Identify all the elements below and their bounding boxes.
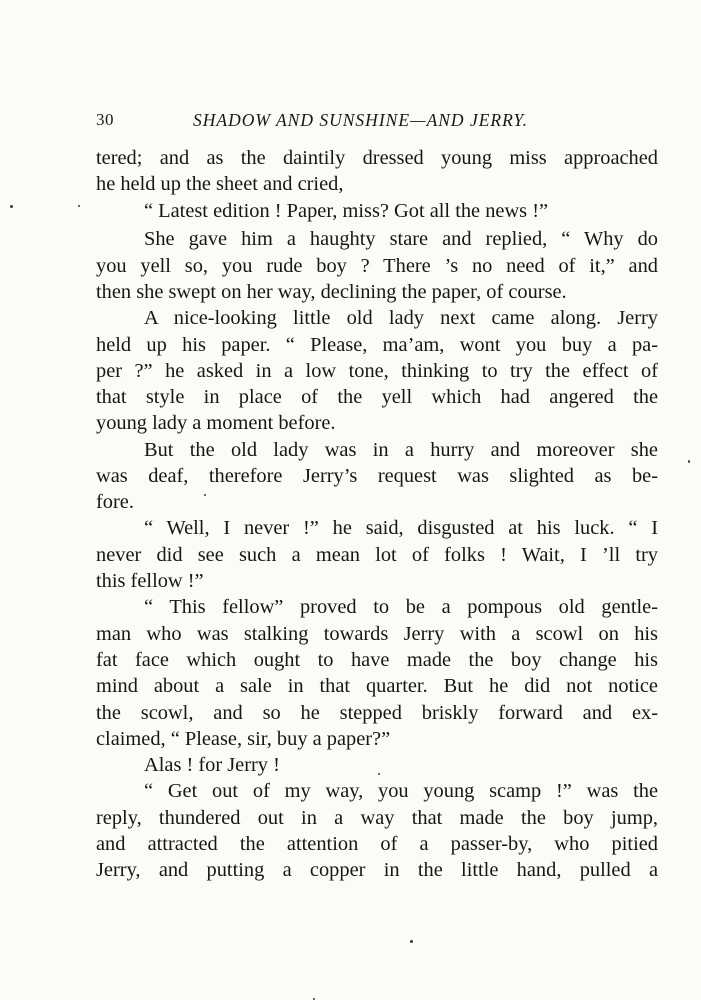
text-line: Jerry, and putting a copper in the little hand, pulled a (96, 859, 658, 881)
text-line: “ Latest edition ! Paper, miss? Got all the news !” (144, 200, 549, 222)
text-line: man who was stalking towards Jerry with a scowl on his (96, 623, 658, 645)
paper-speck (78, 205, 80, 207)
page-header (96, 110, 657, 136)
paper-speck (688, 460, 690, 463)
text-line: “ Get out of my way, you young scamp !” was the (144, 780, 658, 802)
paper-speck (10, 205, 13, 208)
text-line: was deaf, therefore Jerry’s request was slighted as be- (96, 465, 658, 487)
paper-speck (378, 773, 380, 775)
text-line: She gave him a haughty stare and replied, “ Why do (144, 228, 658, 250)
text-line: fat face which ought to have made the boy change his (96, 649, 658, 671)
text-line: and attracted the attention of a passer-by, who pitied (96, 833, 658, 855)
page-number: 30 (96, 110, 114, 129)
text-line: that style in place of the yell which had angered the (96, 386, 658, 408)
text-line: Alas ! for Jerry ! (144, 754, 280, 776)
text-line: tered; and as the daintily dressed young miss approached (96, 147, 658, 169)
running-title: SHADOW AND SUNSHINE—AND JERRY. (193, 110, 528, 130)
text-line: fore. (96, 491, 134, 513)
text-line: young lady a moment before. (96, 412, 336, 434)
text-line: the scowl, and so he stepped briskly forward and ex- (96, 702, 658, 724)
text-line: mind about a sale in that quarter. But he did not notice (96, 675, 658, 697)
text-line: A nice-looking little old lady next came along. Jerry (144, 307, 658, 329)
text-line: “ Well, I never !” he said, disgusted at his luck. “ I (144, 517, 658, 539)
text-line: he held up the sheet and cried, (96, 173, 344, 195)
text-line: never did see such a mean lot of folks ! Wait, I ’ll try (96, 544, 658, 566)
text-line: then she swept on her way, declining the paper, of course. (96, 281, 567, 303)
text-line: claimed, “ Please, sir, buy a paper?” (96, 728, 391, 750)
text-line: per ?” he asked in a low tone, thinking to try the effect of (96, 360, 658, 382)
text-line: this fellow !” (96, 570, 204, 592)
paper-speck (204, 494, 206, 496)
text-line: held up his paper. “ Please, ma’am, wont you buy a pa- (96, 334, 658, 356)
text-line: reply, thundered out in a way that made the boy jump, (96, 807, 658, 829)
text-line: But the old lady was in a hurry and moreover she (144, 439, 658, 461)
paper-speck (410, 940, 413, 943)
text-line: you yell so, you rude boy ? There ’s no need of it,” and (96, 255, 658, 277)
text-line: “ This fellow” proved to be a pompous old gentle- (144, 596, 658, 618)
